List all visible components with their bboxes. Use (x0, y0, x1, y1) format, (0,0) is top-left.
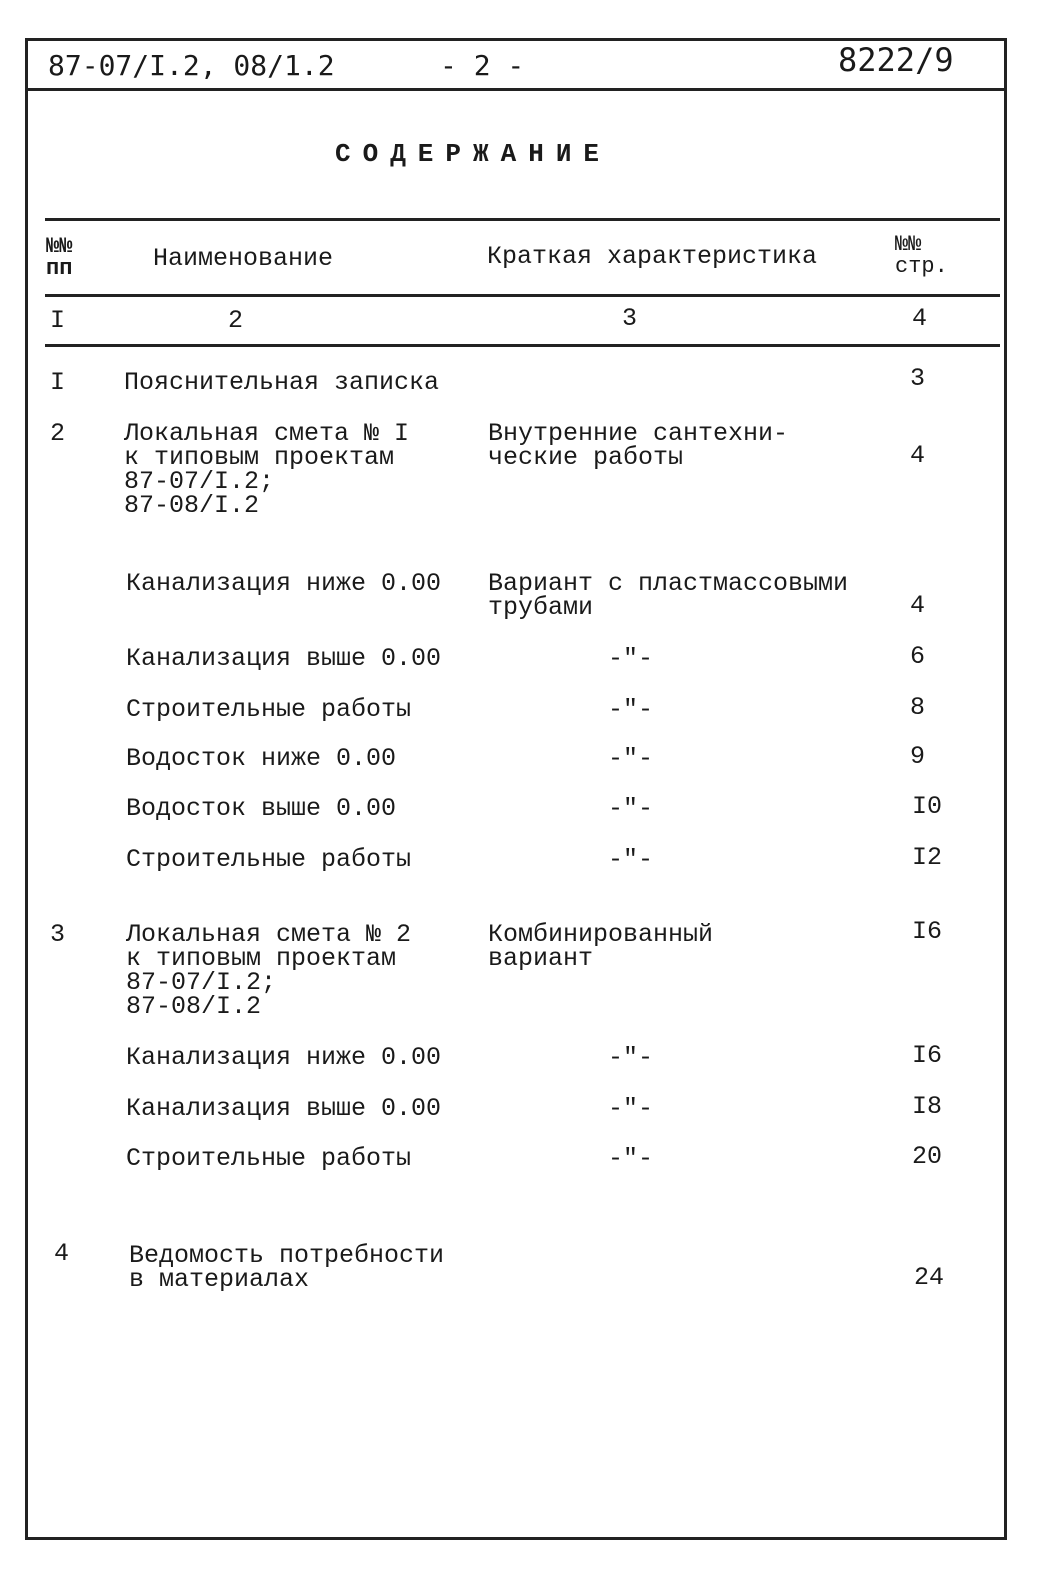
doc-code: 87-07/I.2, 08/1.2 (48, 49, 335, 82)
row-page: I2 (912, 843, 943, 872)
row-name: Строительные работы (126, 695, 412, 724)
header-rule (45, 294, 1000, 297)
header-num: №№ пп (46, 234, 73, 281)
row-name: Канализация ниже 0.00 (126, 569, 442, 598)
row-name: Пояснительная записка (124, 368, 440, 397)
colnum-rule (45, 344, 1000, 347)
row-num: 3 (50, 920, 66, 949)
row-page: I0 (912, 792, 943, 821)
row-desc: -"- (608, 794, 654, 823)
colnum-2: 2 (228, 306, 244, 335)
row-page: 3 (910, 364, 926, 393)
row-name: Строительные работы (126, 1144, 412, 1173)
row-name: Канализация выше 0.00 (126, 1094, 442, 1123)
row-name: Строительные работы (126, 845, 412, 874)
row-page: 24 (914, 1263, 945, 1292)
row-page: 9 (910, 742, 926, 771)
row-name: Локальная смета № 2 к типовым проектам 87-07/I.2; 87-08/I.2 (126, 920, 412, 1021)
row-desc: Комбинированный вариант (488, 920, 714, 973)
row-num: 2 (50, 419, 66, 448)
row-page: I6 (912, 917, 943, 946)
row-num: I (50, 368, 66, 397)
colnum-1: I (50, 306, 66, 335)
row-name: Локальная смета № I к типовым проектам 87-07/I.2; 87-08/I.2 (124, 419, 410, 520)
row-desc: Вариант с пластмассовыми трубами (488, 569, 849, 622)
row-page: 4 (910, 441, 926, 470)
row-desc: -"- (608, 1144, 654, 1173)
row-page: 20 (912, 1142, 943, 1171)
row-desc: -"- (608, 644, 654, 673)
header-name: Наименование (153, 244, 334, 273)
sheet-number: 8222/9 (838, 41, 954, 79)
header-page: №№ стр. (895, 232, 948, 279)
page-title: СОДЕРЖАНИЕ (335, 139, 612, 169)
colnum-3: 3 (622, 304, 638, 333)
row-page: 4 (910, 591, 926, 620)
row-desc: -"- (608, 744, 654, 773)
row-desc: -"- (608, 845, 654, 874)
page-marker: - 2 - (440, 49, 525, 82)
row-name: Ведомость потребности в материалах (129, 1241, 445, 1294)
row-page: 8 (910, 693, 926, 722)
header-divider (25, 88, 1007, 91)
row-desc: -"- (608, 695, 654, 724)
row-desc: Внутренние сантехни- ческие работы (488, 419, 789, 472)
row-name: Водосток выше 0.00 (126, 794, 397, 823)
row-page: I6 (912, 1041, 943, 1070)
row-page: 6 (910, 642, 926, 671)
row-name: Канализация выше 0.00 (126, 644, 442, 673)
table-top-rule (45, 218, 1000, 221)
header-desc: Краткая характеристика (487, 242, 818, 271)
row-name: Водосток ниже 0.00 (126, 744, 397, 773)
row-page: I8 (912, 1092, 943, 1121)
row-desc: -"- (608, 1094, 654, 1123)
row-name: Канализация ниже 0.00 (126, 1043, 442, 1072)
colnum-4: 4 (912, 304, 928, 333)
row-num: 4 (54, 1239, 70, 1268)
row-desc: -"- (608, 1043, 654, 1072)
